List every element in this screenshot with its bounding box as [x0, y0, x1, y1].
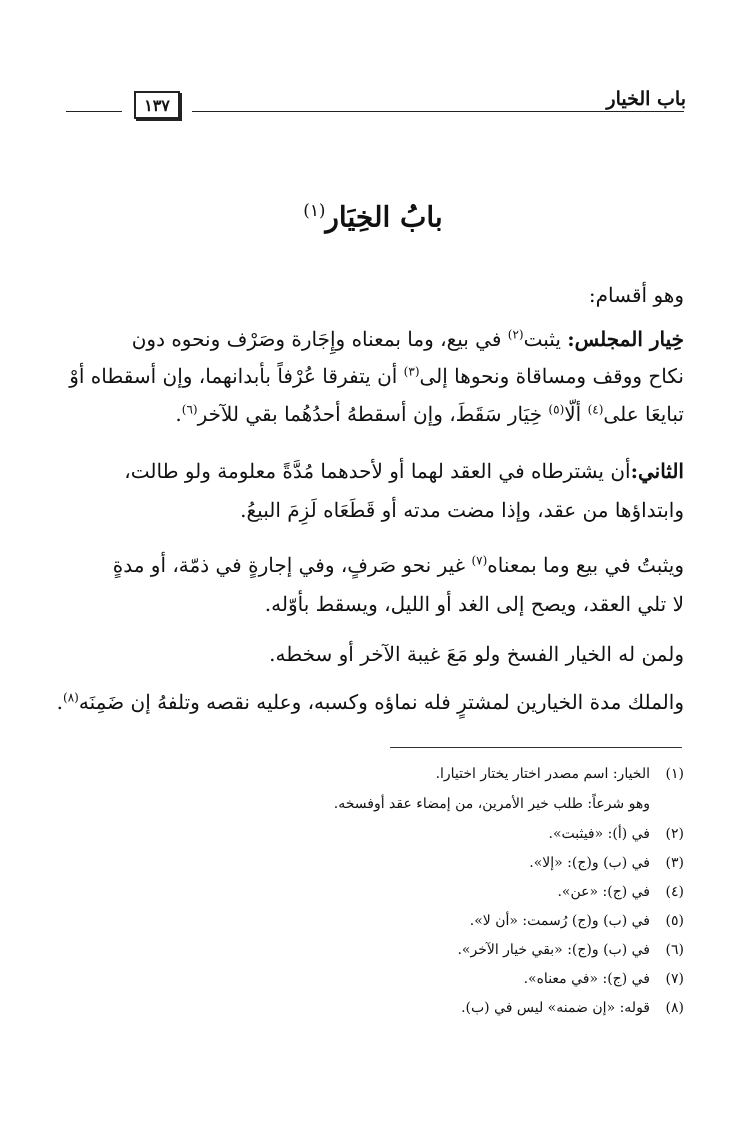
- footnote-ref-8: (٨): [63, 690, 79, 705]
- page-number: ١٣٧: [144, 95, 170, 115]
- footnote-number: (٢): [665, 826, 684, 842]
- footnote-number: (٦): [665, 942, 684, 958]
- footnote-number: (٥): [665, 913, 684, 929]
- footnote-text: في (ب) و(ج) رُسمت: «أن لا».: [469, 913, 650, 929]
- p1-l2a: نكاح ووقف ومساقاة ونحوها إلى: [419, 364, 684, 388]
- footnote-ref-3: (٣): [403, 364, 420, 379]
- footnote-text: وهو شرعاً: طلب خير الأمرين، من إمضاء عقد أوفسخه.: [333, 796, 650, 812]
- header-rule-left: [66, 111, 122, 112]
- footnote-text: الخيار: اسم مصدر اختار يختار اختيارا.: [435, 766, 650, 782]
- footnote-number: (٨): [665, 1000, 684, 1016]
- footnote-number: (٤): [665, 884, 684, 900]
- p2-line-1: [124, 459, 684, 483]
- footnote-text: في (ج): «في معناه».: [523, 971, 650, 987]
- p4-line: ولمن له الخيار الفسخ ولو مَعَ غيبة الآخر أو سخطه.: [269, 642, 684, 666]
- footnote-text: في (ب) و(ج): «إلا».: [529, 855, 650, 871]
- footnote-separator: [390, 747, 682, 748]
- chapter-title: [0, 200, 746, 233]
- footnote-text: في (ب) و(ج): «بقي خيار الآخر».: [457, 942, 650, 958]
- footnote-number: (١): [665, 766, 684, 782]
- p3-line-1: [113, 553, 684, 577]
- p1-l1b: في بيع، وما بمعناه وإِجَارة وصَرْف ونحوه دون: [131, 327, 508, 351]
- p5-line: [57, 690, 684, 714]
- footnote-6: [457, 942, 684, 958]
- footnote-1-cont: [334, 796, 684, 812]
- term-thani: الثاني:: [630, 459, 684, 483]
- page-number-box: [134, 91, 180, 119]
- footnote-text: في (ج): «عن».: [557, 884, 650, 900]
- footnote-ref-5: (٥): [548, 402, 565, 417]
- footnote-ref-4: (٤): [587, 402, 604, 417]
- p2-line-2: وابتداؤها من عقد، وإذا مضت مدته أو قَطَعَاه لَزِمَ البيعُ.: [240, 498, 684, 522]
- p3-l1a: ويثبتُ في بيع وما بمعناه: [487, 553, 684, 577]
- p1-line-3: [175, 402, 684, 426]
- term-majlis: خِيار المجلس:: [567, 327, 684, 351]
- p1-line-2: [69, 364, 684, 388]
- footnote-2: [549, 826, 685, 842]
- footnote-ref-7: (٧): [471, 553, 488, 568]
- footnote-1: [436, 766, 684, 782]
- footnote-ref-6: (٦): [181, 402, 198, 417]
- running-header-title: باب الخيار: [606, 88, 686, 110]
- footnote-number: (٧): [665, 971, 684, 987]
- footnote-ref-1: (١): [303, 200, 326, 220]
- footnote-number: (٣): [665, 855, 684, 871]
- p1-l3d: .: [175, 402, 182, 426]
- p3-line-2: لا تلي العقد، ويصح إلى الغد أو الليل، ويسقط بأوّله.: [264, 592, 684, 616]
- footnote-4: [557, 884, 684, 900]
- header-rule-right: [192, 111, 684, 112]
- p1-l2b: أن يتفرقا عُرْفاً بأبدانهما، وإن أسقطاه أوْ: [69, 364, 404, 388]
- p3-l1b: غير نحو صَرفٍ، وفي إجارةٍ في ذمّة، أو مدةٍ: [112, 553, 472, 577]
- footnote-7: [524, 971, 684, 987]
- footnote-text: في (أ): «فيثبت».: [548, 826, 650, 842]
- p1-l1a: يثبت: [523, 327, 568, 351]
- intro-line: وهو أقسام:: [588, 283, 684, 307]
- p5-a: والملك مدة الخيارين لمشترٍ فله نماؤه وكسبه، وعليه نقصه وتلفهُ إن ضَمِنَه: [78, 690, 684, 714]
- footnote-text: قوله: «إن ضمنه» ليس في (ب).: [461, 1000, 650, 1016]
- p5-b: .: [56, 690, 64, 714]
- p2-l1: أن يشترطاه في العقد لهما أو لأحدهما مُدَّةً معلومة ولو طالت،: [124, 459, 631, 483]
- footnote-8: [461, 1000, 684, 1016]
- p1-l3b: ألّا: [564, 402, 588, 426]
- chapter-title-text: بابُ الخِيَار: [325, 200, 443, 234]
- p1-l3a: تبايعَا على: [603, 402, 684, 426]
- p1-l3c: خِيَار سَقَطَ، وإن أسقطهُ أحدُهُما بقي للآخر: [197, 402, 549, 426]
- footnote-ref-2: (٢): [507, 327, 524, 342]
- p1-line-1: [132, 327, 684, 351]
- footnote-3: [529, 855, 684, 871]
- footnote-5: [470, 913, 684, 929]
